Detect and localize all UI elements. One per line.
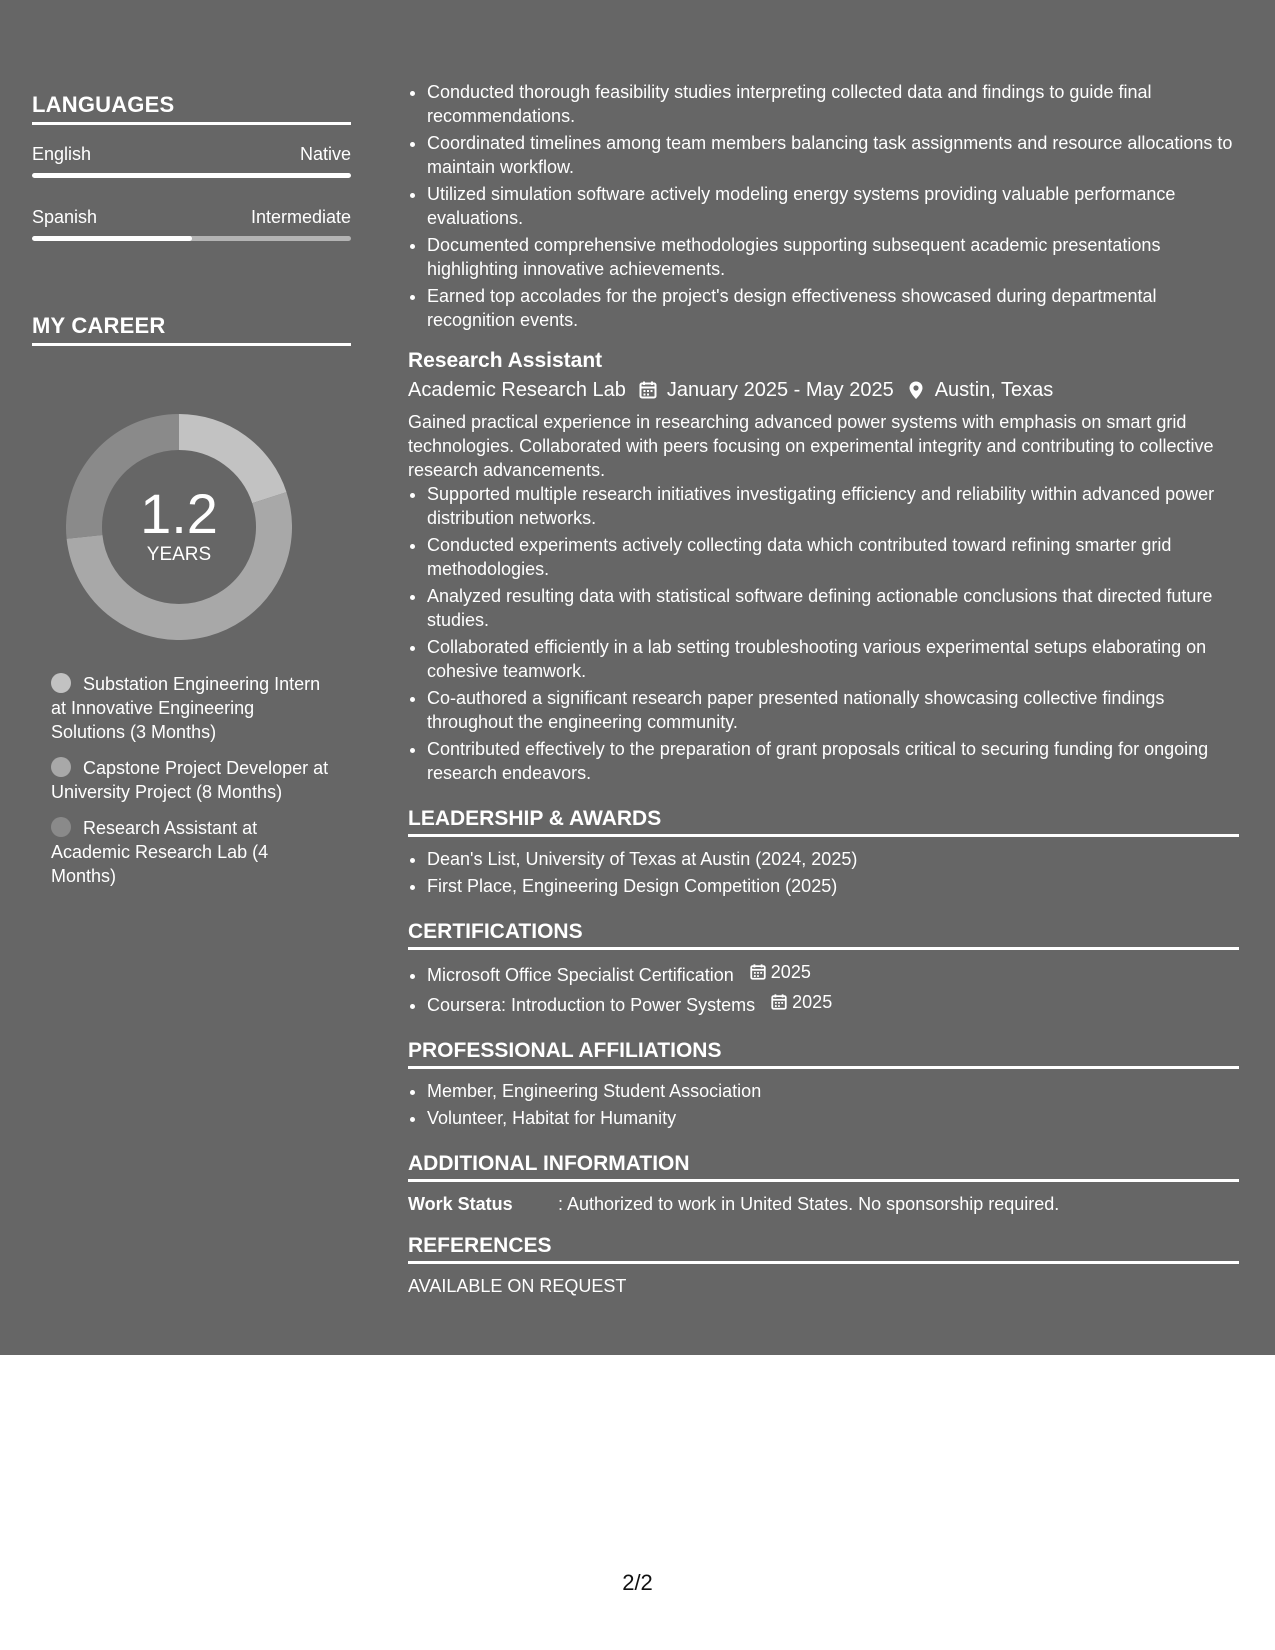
affiliations-heading: PROFESSIONAL AFFILIATIONS [408,1039,1239,1069]
career-legend-label: Capstone Project Developer at University Project (8 Months) [51,758,329,802]
certification-name: Microsoft Office Specialist Certification [427,965,734,985]
certification-name: Coursera: Introduction to Power Systems [427,995,756,1015]
certifications-heading: CERTIFICATIONS [408,920,1239,950]
language-proficiency-fill [32,173,351,178]
language-name: English [32,144,92,164]
certification-item [427,960,1239,987]
previous-job-bullets [408,80,1239,332]
job-meta [408,376,1239,404]
language-item [32,206,351,241]
leadership-list [408,847,1239,898]
calendar-icon [638,380,658,400]
language-item [32,143,351,178]
language-proficiency-bar [32,173,351,178]
legend-dot [51,673,71,693]
work-status-row [408,1192,1239,1216]
references-heading: REFERENCES [408,1234,1239,1264]
bullet-item: • Earned top accolades for the project's design effectiveness showcased during departmental recognition events. [427,284,1239,332]
calendar-icon [749,963,767,981]
language-proficiency-fill [32,236,192,241]
language-proficiency-bar [32,236,351,241]
affiliation-item: • Member, Engineering Student Association [427,1079,1239,1103]
language-level: Intermediate [250,207,351,227]
right-column [408,80,1239,1298]
leadership-heading: LEADERSHIP & AWARDS [408,807,1239,837]
career-legend-label: Research Assistant at Academic Research Lab (4 Months) [51,818,269,886]
legend-dot [51,757,71,777]
career-legend-label: Substation Engineering Intern at Innovative Engineering Solutions (3 Months) [51,674,321,742]
language-level: Native [299,144,351,164]
job-company: Academic Research Lab [408,379,626,401]
leadership-item: • First Place, Engineering Design Competition (2025) [427,874,1239,898]
job-bullets [408,482,1239,785]
bullet-item: • Conducted thorough feasibility studies interpreting collected data and findings to guide final recommendations. [427,80,1239,128]
languages-heading: LANGUAGES [32,92,351,125]
bullet-item: • Utilized simulation software actively modeling energy systems providing valuable performance evaluations. [427,182,1239,230]
work-status-value: : Authorized to work in United States. No sponsorship required. [558,1194,1060,1214]
career-legend-item [51,756,331,804]
job-location: Austin, Texas [934,379,1054,401]
career-total-unit: YEARS [146,544,212,565]
certification-item [427,990,1239,1017]
job-title: Research Assistant [408,349,603,372]
affiliation-item: • Volunteer, Habitat for Humanity [427,1106,1239,1130]
job-dates: January 2025 - May 2025 [666,379,894,401]
bullet-item: • Collaborated efficiently in a lab setting troubleshooting various experimental setups elaborating on cohesive teamwork. [427,635,1239,683]
page-number: 2/2 [622,1570,653,1595]
bullet-item: • Analyzed resulting data with statistical software defining actionable conclusions that directed future studies. [427,584,1239,632]
language-name: Spanish [32,207,98,227]
leadership-item: • Dean's List, University of Texas at Austin (2024, 2025) [427,847,1239,871]
career-heading: MY CAREER [32,313,351,346]
certification-year: 2025 [770,962,811,982]
job-description: Gained practical experience in researching advanced power systems with emphasis on smart grid technologies. Collaborated with peers focusing on experimental integrity and contributing to collective research advancements. [408,412,1214,480]
career-total-value: 1.2 [140,482,218,545]
bullet-item: • Conducted experiments actively collecting data which contributed toward refining smarter grid methodologies. [427,533,1239,581]
bullet-item: • Contributed effectively to the preparation of grant proposals critical to securing funding for ongoing research endeavors. [427,737,1239,785]
work-status-label: Work Status [408,1194,513,1214]
bullet-item: • Co-authored a significant research paper presented nationally showcasing collective findings throughout the engineering community. [427,686,1239,734]
bullet-item: • Supported multiple research initiatives investigating efficiency and reliability within advanced power distribution networks. [427,482,1239,530]
career-legend [51,672,331,900]
career-legend-item [51,672,331,744]
affiliations-list [408,1079,1239,1130]
career-legend-item [51,816,331,888]
map-pin-icon [906,380,926,400]
legend-dot [51,817,71,837]
bullet-item: • Documented comprehensive methodologies supporting subsequent academic presentations highlighting innovative achievements. [427,233,1239,281]
certification-year: 2025 [792,992,833,1012]
calendar-icon [770,993,788,1011]
references-text: AVAILABLE ON REQUEST [408,1276,627,1296]
bullet-item: • Coordinated timelines among team members balancing task assignments and resource allocations to maintain workflow. [427,131,1239,179]
career-donut-chart [66,414,292,640]
left-column [32,92,351,886]
additional-info-heading: ADDITIONAL INFORMATION [408,1152,1239,1182]
certifications-list [408,960,1239,1017]
